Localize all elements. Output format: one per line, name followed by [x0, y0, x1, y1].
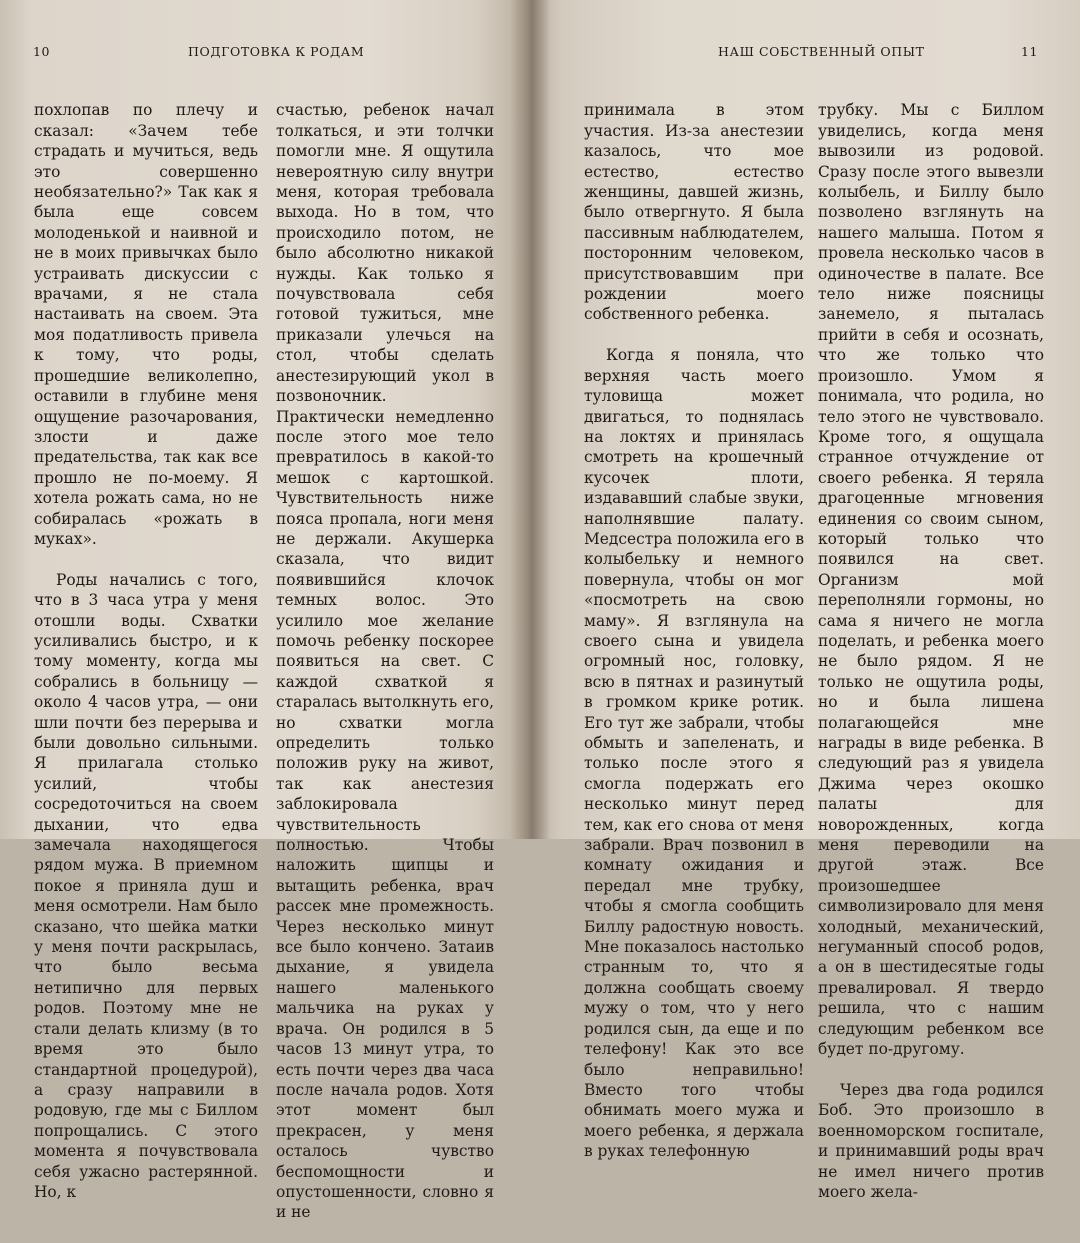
paragraph: Роды начались с того, что в 3 часа утра у меня отошли воды. Схватки усиливались быстро, и к тому моменту, когда мы собрались в больницу — около 4 часов утра, — они шли почти без перерыва и были довольно сильными. Я прилагала столько усилий, чтобы сосредоточиться на своем дыхании, что едва замечала находящегося рядом мужа. В приемном покое я приняла душ и меня осмотрели. Нам было сказано, что шейка матки у меня почти раскрылась, что было весьма нетипично для первых родов. Поэтому мне не стали делать клизму (в то время это было стандартной процедурой), а сразу направили в родовую, где мы с Биллом попрощались. С этого момента я почувствовала себя ужасно растерянной. Но, к — [34, 570, 258, 1201]
paragraph: Через два года родился Боб. Это произошло в военноморском госпитале, и принимавший роды врач не имел ничего против моего жела- — [818, 1080, 1044, 1201]
right-running-head: НАШ СОБСТВЕННЫЙ ОПЫТ — [718, 44, 925, 59]
paragraph: Когда я поняла, что верхняя часть моего туловища может двигаться, то поднялась на локтях и принялась смотреть на крошечный кусочек плоти, издававший слабые звуки, наполнявшие палату. Медсестра положила его в колыбельку и немного повернула, чтобы он мог «посмотреть на свою маму». Я взглянула на своего сына и увидела огромный нос, головку, всю в пятнах и разинутый в громком крике ротик. Его тут же забрали, чтобы обмыть и запеленать, и только после этого я смогла подержать его несколько минут перед тем, как его снова от меня забрали. Врач позвонил в комнату ожидания и передал мне трубку, чтобы я смогла сообщить Биллу радостную новость. Мне показалось настолько странным то, что я должна сообщать своему мужу о том, что у него родился сын, да еще и по телефону! Как это все было неправильно! Вместо того чтобы обнимать моего мужа и моего ребенка, я держала в руках телефонную — [584, 346, 804, 1161]
left-column-1 — [34, 80, 258, 1223]
left-page — [0, 0, 528, 1222]
paragraph: похлопав по плечу и сказал: «Зачем тебе страдать и мучиться, ведь это совершенно необязательно?» Так как я была еще совсем молоденькой и наивной и не в моих привычках было устраивать дискуссии с врачами, я не стала настаивать на своем. Эта моя податливость привела к тому, что роды, прошедшие великолепно, оставили в глубине меня ощущение разочарования, злости и даже предательства, так как все прошло не по-моему. Я хотела рожать сама, но не собиралась «рожать в муках». — [34, 101, 258, 548]
right-column-2 — [818, 80, 1044, 1223]
right-page — [528, 0, 1080, 1201]
paragraph: принимала в этом участия. Из-за анестезии казалось, что мое естество, естество женщины, давшей жизнь, было отвергнуто. Я была пассивным наблюдателем, посторонним человеком, присутствовавшим при рождении моего собственного ребенка. — [584, 101, 804, 324]
right-page-number: 11 — [1021, 44, 1039, 59]
paragraph: трубку. Мы с Биллом увиделись, когда меня вывозили из родовой. Сразу после этого вывезли колыбель, и Биллу было позволено взглянуть на нашего малыша. Потом я провела несколько часов в одиночестве в палате. Все тело ниже поясницы занемело, я пыталась прийти в себя и осознать, что же только что произошло. Умом я понимала, что родила, но тело этого не чувствовало. Кроме того, я ощущала странное отчуждение от своего ребенка. Я теряла драгоценные мгновения единения со своим сыном, который только что появился на свет. Организм мой переполняли гормоны, но сама я ничего не могла поделать, и ребенка моего не было рядом. Я не только не ощутила роды, но и была лишена полагающейся мне награды в виде ребенка. В следующий раз я увидела Джима через окошко палаты для новорожденных, когда меня переводили на другой этаж. Все произошедшее символизировало для меня холодный, механический, негуманный способ родов, а он в шестидесятые годы превалировал. Я твердо решила, что с нашим следующим ребенком все будет по-другому. — [818, 101, 1044, 1059]
left-running-head: ПОДГОТОВКА К РОДАМ — [188, 44, 365, 59]
right-column-1 — [584, 80, 804, 1182]
left-page-number: 10 — [33, 44, 51, 59]
left-column-2 — [276, 80, 494, 1243]
paragraph: счастью, ребенок начал толкаться, и эти толчки помогли мне. Я ощутила невероятную силу внутри меня, которая требовала выхода. Но в том, что происходило потом, не было абсолютно никакой нужды. Как только я почувствовала себя готовой тужиться, мне приказали улечься на стол, чтобы сделать анестезирующий укол в позвоночник. Практически немедленно после этого мое тело превратилось в какой-то мешок с картошкой. Чувствительность ниже пояса пропала, ноги меня не держали. Акушерка сказала, что видит появившийся клочок темных волос. Это усилило мое желание помочь ребенку поскорее появиться на свет. С каждой схваткой я старалась вытолкнуть его, но схватки могла определить только положив руку на живот, так как анестезия заблокировала чувствительность полностью. Чтобы наложить щипцы и вытащить ребенка, врач рассек мне промежность. Через несколько минут все было кончено. Затаив дыхание, я увидела нашего маленького мальчика на руках у врача. Он родился в 5 часов 13 минут утра, то есть почти через два часа после начала родов. Хотя этот момент был прекрасен, у меня осталось чувство беспомощности и опустошенности, словно я и не — [276, 101, 494, 1222]
